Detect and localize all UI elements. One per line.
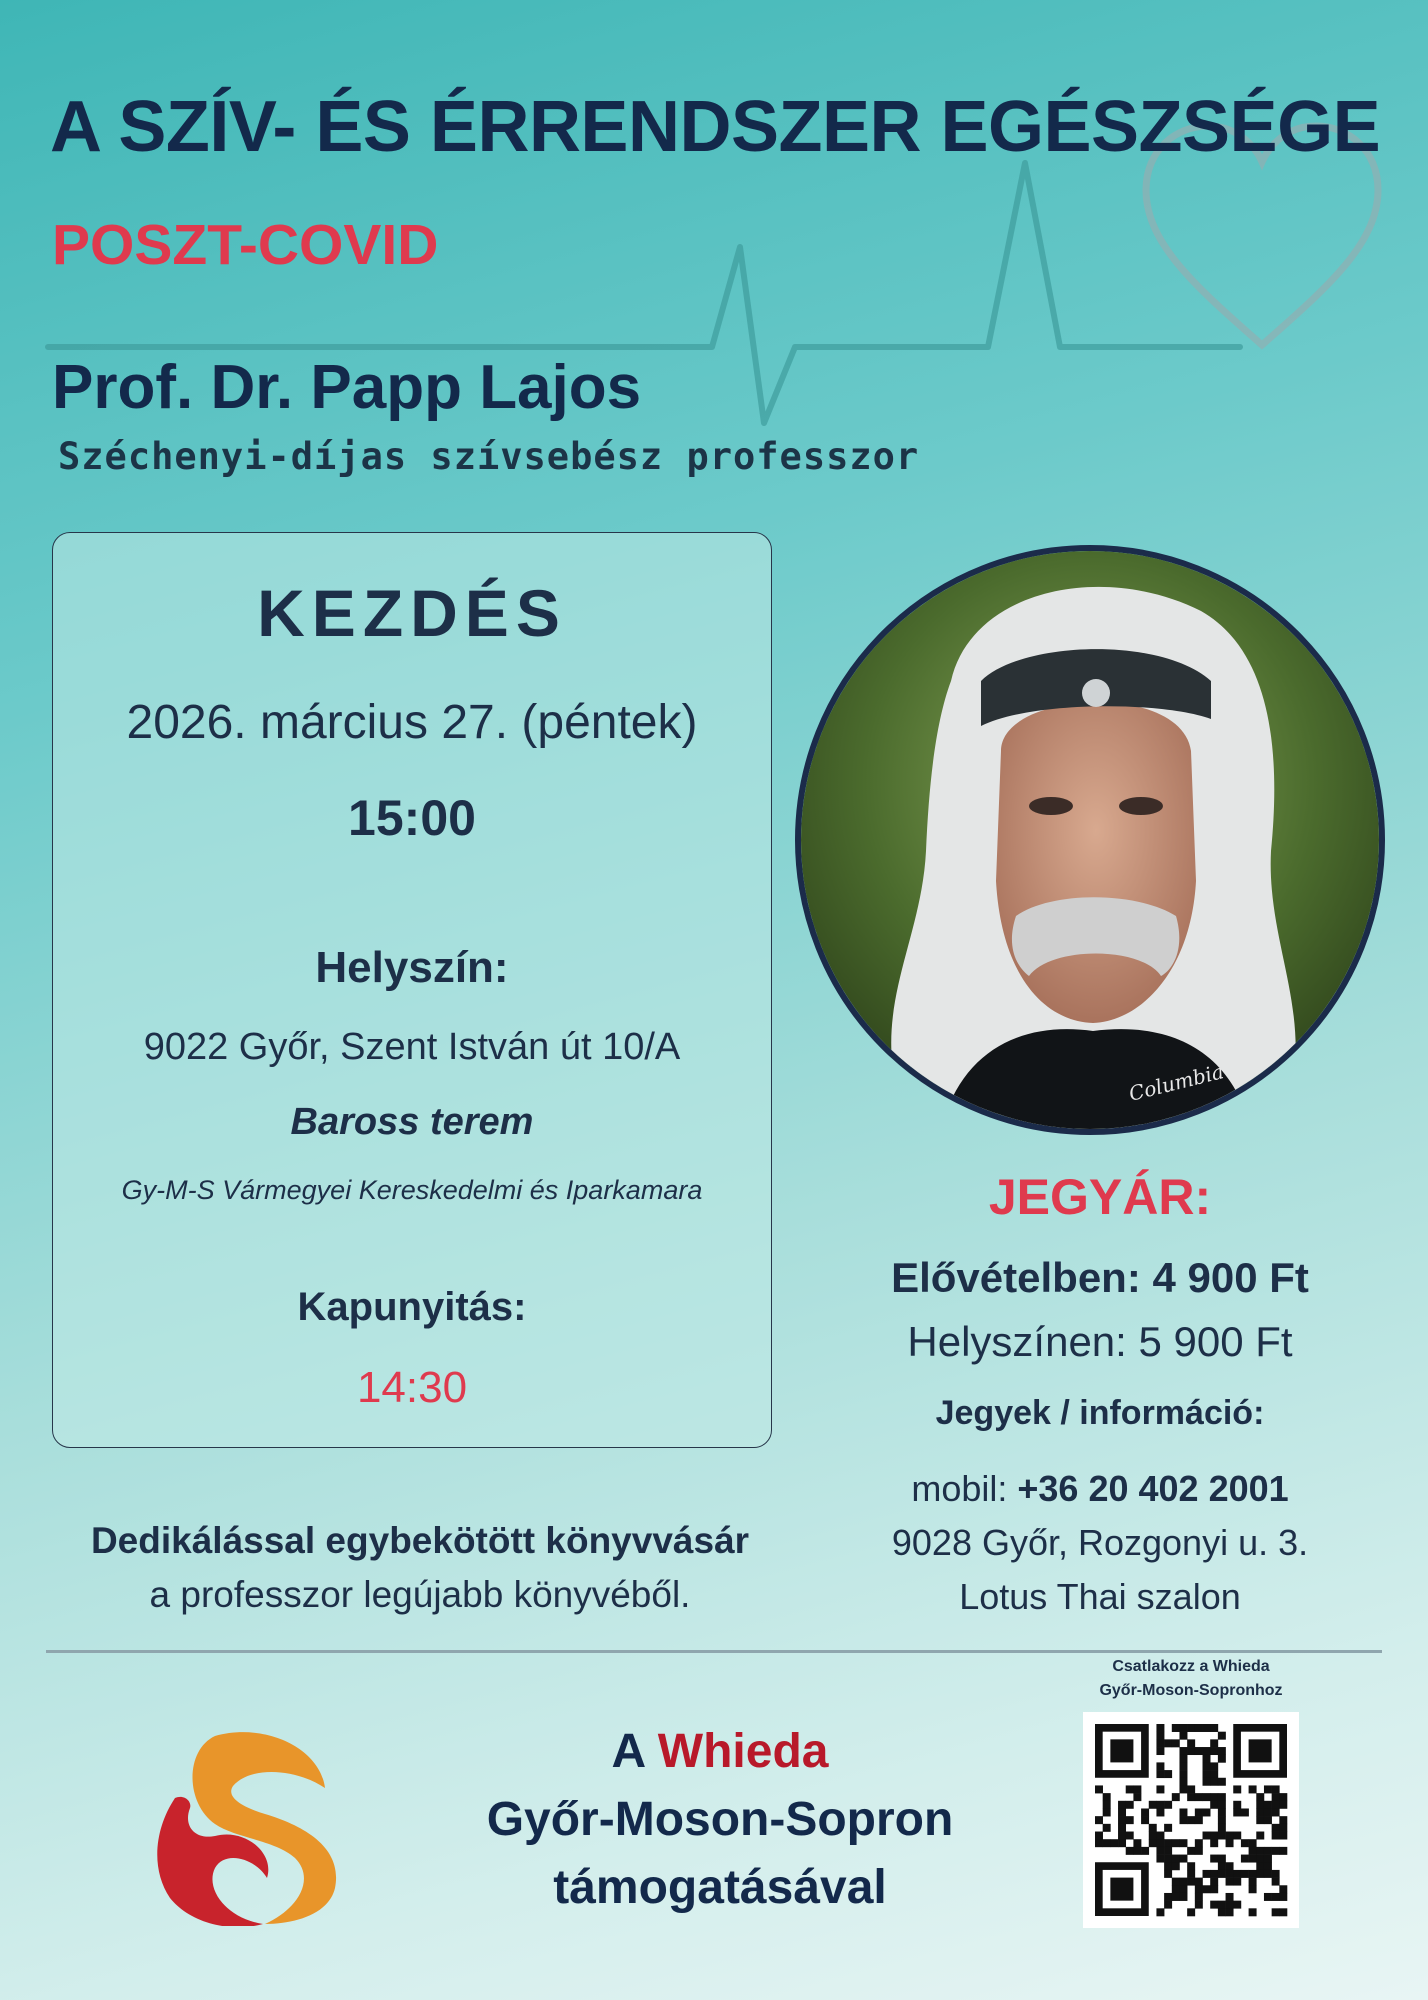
venue-address: 9022 Győr, Szent István út 10/A bbox=[143, 1026, 681, 1068]
ticket-onsite: Helyszínen: 5 900 Ft bbox=[907, 1318, 1293, 1365]
book-signing-line1: Dedikálással egybekötött könyvvásár bbox=[90, 1520, 750, 1561]
supporter-prefix: A bbox=[611, 1725, 645, 1778]
footer-divider bbox=[46, 1650, 1382, 1653]
event-time: 15:00 bbox=[348, 790, 476, 846]
speaker-role: Széchenyi-díjas szívsebész professzor bbox=[58, 435, 920, 478]
page-title: A SZÍV- ÉS ÉRRENDSZER EGÉSZSÉGE bbox=[50, 87, 1381, 167]
brand-name: Whieda bbox=[657, 1725, 829, 1778]
venue-room: Baross terem bbox=[290, 1101, 534, 1143]
event-date: 2026. március 27. (péntek) bbox=[126, 696, 698, 749]
ticket-place: Lotus Thai szalon bbox=[959, 1576, 1241, 1617]
ticket-address: 9028 Győr, Rozgonyi u. 3. bbox=[891, 1522, 1309, 1563]
qr-caption-line1: Csatlakozz a Whieda bbox=[1112, 1658, 1270, 1675]
event-info-box bbox=[52, 532, 772, 1448]
whieda-logo-icon bbox=[145, 1728, 345, 1926]
doors-heading: Kapunyitás: bbox=[297, 1285, 527, 1329]
ticket-mobile bbox=[830, 1468, 1370, 1510]
speaker-name: Prof. Dr. Papp Lajos bbox=[52, 353, 642, 422]
subtitle: POSZT-COVID bbox=[52, 213, 439, 277]
ticket-presale: Elővételben: 4 900 Ft bbox=[891, 1254, 1309, 1301]
mobile-label: mobil: bbox=[911, 1468, 1008, 1509]
supporter-suffix: támogatásával bbox=[553, 1861, 887, 1914]
venue-organization: Gy-M-S Vármegyei Kereskedelmi és Iparkamara bbox=[121, 1175, 703, 1205]
ticket-heading: JEGYÁR: bbox=[988, 1169, 1212, 1225]
portrait-illustration bbox=[801, 551, 1379, 1129]
qr-code[interactable] bbox=[1083, 1712, 1299, 1928]
venue-heading: Helyszín: bbox=[315, 943, 509, 992]
book-signing-line2: a professzor legújabb könyvéből. bbox=[149, 1574, 691, 1615]
supporter-line1 bbox=[400, 1724, 1040, 1779]
start-heading: KEZDÉS bbox=[257, 576, 567, 650]
qr-caption-line2: Győr-Moson-Sopronhoz bbox=[1099, 1682, 1283, 1699]
ticket-info-heading: Jegyek / információ: bbox=[935, 1394, 1265, 1432]
qr-code-icon bbox=[1083, 1712, 1299, 1928]
shirt-logo-text: Columbia bbox=[1126, 1059, 1227, 1106]
doors-time: 14:30 bbox=[356, 1363, 468, 1412]
supporter-region: Győr-Moson-Sopron bbox=[486, 1793, 954, 1846]
speaker-portrait bbox=[795, 545, 1385, 1135]
mobile-number[interactable]: +36 20 402 2001 bbox=[1017, 1468, 1289, 1509]
